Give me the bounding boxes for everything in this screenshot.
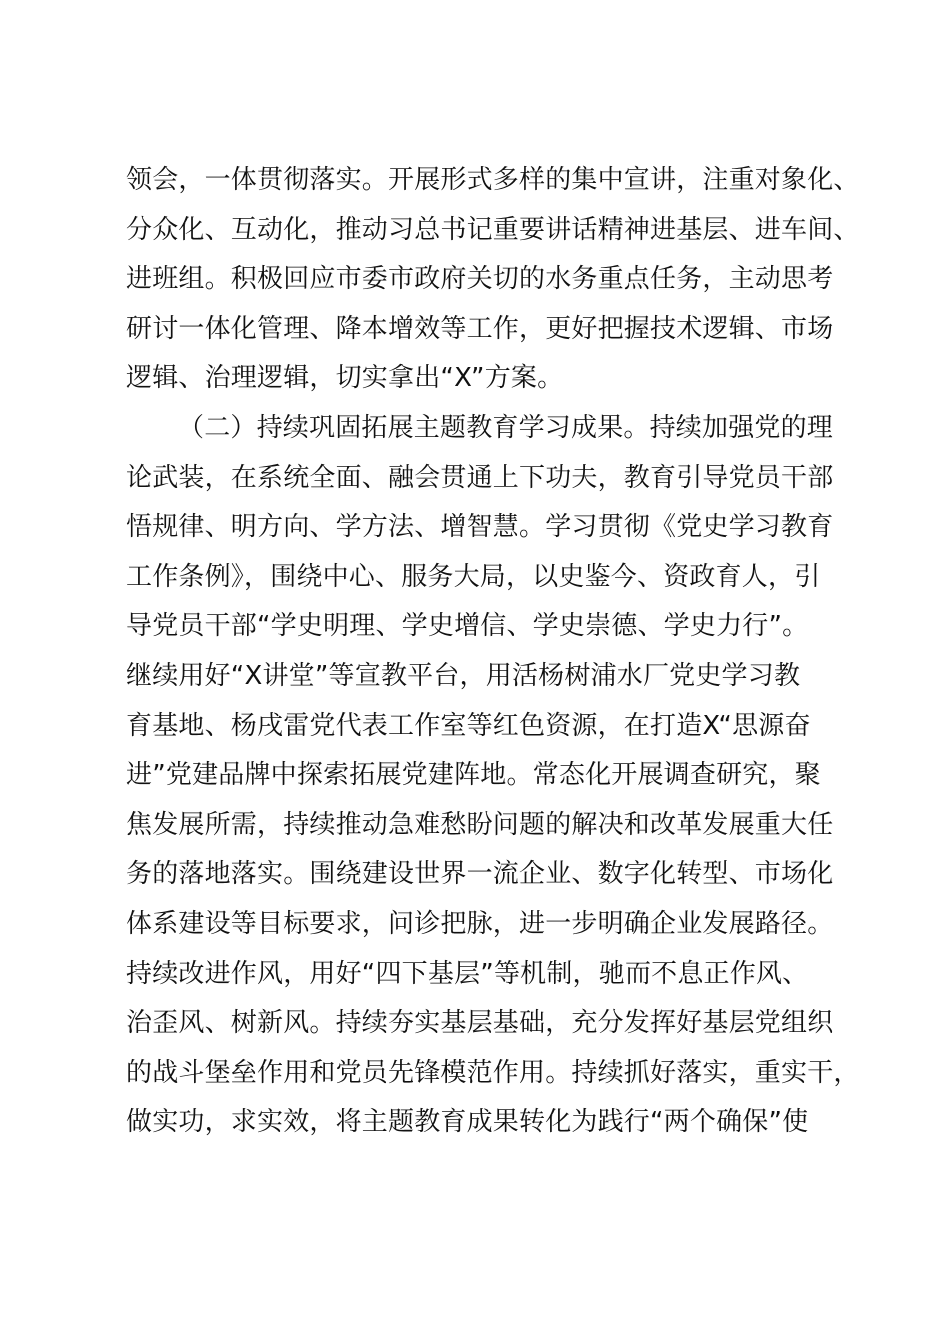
text-line: 分众化、互动化，推动习总书记重要讲话精神进基层、进车间、 xyxy=(126,214,860,245)
text-line: 焦发展所需，持续推动急难愁盼问题的解决和改革发展重大任 xyxy=(126,809,834,840)
text-line: 论武装，在系统全面、融会贯通上下功夫，教育引导党员干部 xyxy=(126,462,834,493)
body-text xyxy=(126,156,860,1148)
text-line: 研讨一体化管理、降本增效等工作，更好把握技术逻辑、市场 xyxy=(126,313,834,344)
text-line: 悟规律、明方向、学方法、增智慧。学习贯彻《党史学习教育 xyxy=(126,512,834,543)
text-line: 育基地、杨戌雷党代表工作室等红色资源，在打造X“思源奋 xyxy=(126,710,811,741)
text-line: 继续用好“X讲堂”等宣教平台，用活杨树浦水厂党史学习教 xyxy=(126,660,801,691)
text-line: 持续改进作风，用好“四下基层”等机制，驰而不息正作风、 xyxy=(126,958,809,989)
section-heading-line: （二）持续巩固拓展主题教育学习成果。持续加强党的理 xyxy=(178,412,834,443)
text-line: 做实功，求实效，将主题教育成果转化为践行“两个确保”使 xyxy=(126,1107,809,1138)
text-line: 体系建设等目标要求，问诊把脉，进一步明确企业发展路径。 xyxy=(126,908,834,939)
text-line: 治歪风、树新风。持续夯实基层基础，充分发挥好基层党组织 xyxy=(126,1008,834,1039)
text-line: 务的落地落实。围绕建设世界一流企业、数字化转型、市场化 xyxy=(126,859,834,890)
text-line: 进”党建品牌中探索拓展党建阵地。常态化开展调查研究，聚 xyxy=(126,760,821,791)
text-line: 逻辑、治理逻辑，切实拿出“X”方案。 xyxy=(126,363,564,394)
text-line: 的战斗堡垒作用和党员先锋模范作用。持续抓好落实，重实干， xyxy=(126,1057,860,1088)
text-line: 进班组。积极回应市委市政府关切的水务重点任务，主动思考 xyxy=(126,264,834,295)
text-line: 领会，一体贯彻落实。开展形式多样的集中宣讲，注重对象化、 xyxy=(126,165,860,195)
text-line: 导党员干部“学史明理、学史增信、学史崇德、学史力行”。 xyxy=(126,611,809,642)
text-line: 工作条例》，围绕中心、服务大局，以史鉴今、资政育人，引 xyxy=(126,561,821,592)
